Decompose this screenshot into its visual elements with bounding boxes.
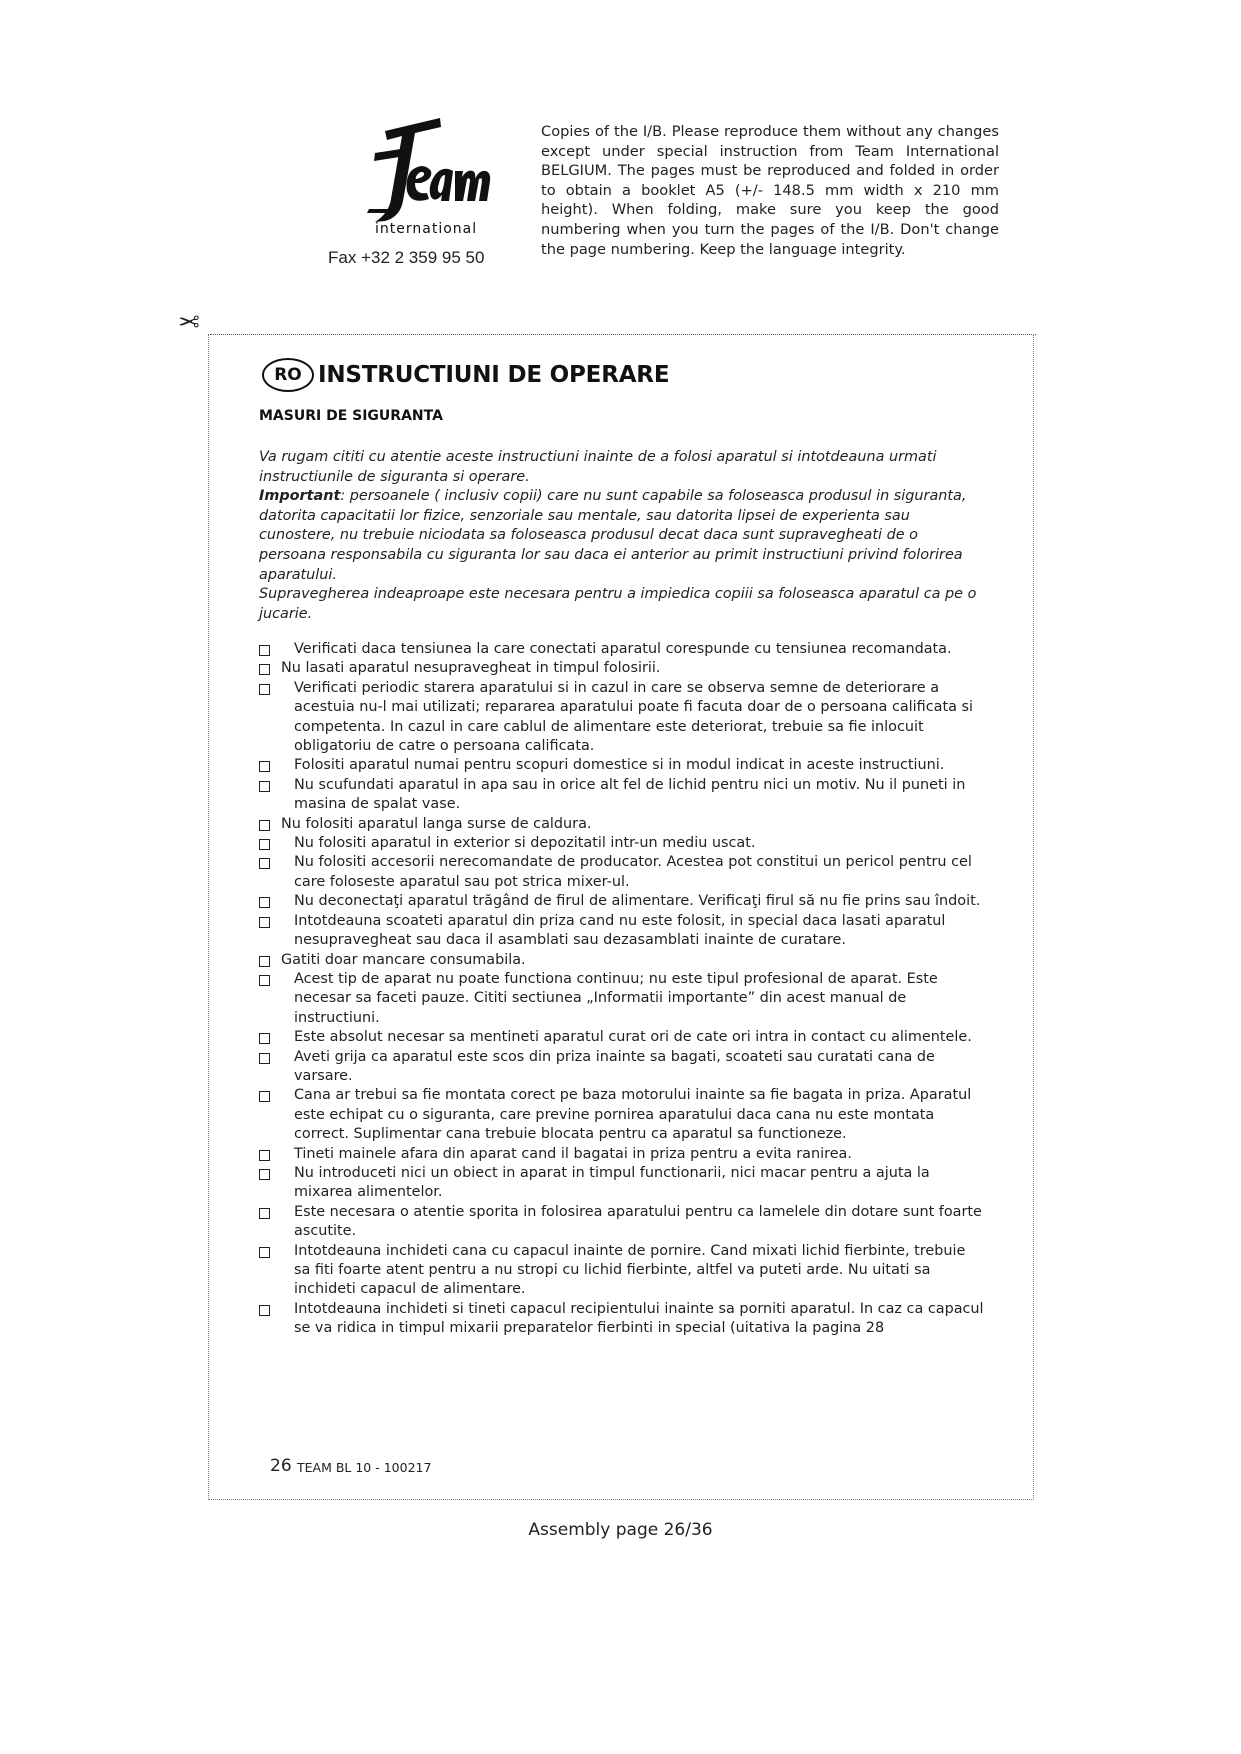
team-international-logo bbox=[345, 113, 495, 238]
list-item bbox=[259, 1164, 986, 1203]
model-code: TEAM BL 10 - 100217 bbox=[297, 1460, 432, 1475]
checkbox-icon bbox=[259, 645, 270, 656]
checkbox-icon bbox=[259, 1053, 270, 1064]
list-item bbox=[259, 679, 986, 757]
list-item-text: Nu folositi accesorii nerecomandate de producator. Acestea pot constitui un pericol pentru cel care foloseste aparatul sau pot strica mixer-ul. bbox=[294, 854, 972, 890]
list-item-text: Aveti grija ca aparatul este scos din priza inainte sa bagati, scoateti sau curatati cana de varsare. bbox=[294, 1048, 935, 1084]
scissors-icon: ✂ bbox=[178, 305, 200, 335]
checkbox-icon bbox=[259, 761, 270, 772]
fax-number: Fax +32 2 359 95 50 bbox=[328, 248, 485, 267]
list-item-text: Este necesara o atentie sporita in folosirea aparatului pentru ca lamelele din dotare sunt foarte ascutite. bbox=[294, 1203, 982, 1240]
checkbox-icon bbox=[259, 975, 270, 986]
list-item bbox=[259, 853, 986, 892]
list-item-text: Intotdeauna inchideti cana cu capacul inainte de pornire. Cand mixati lichid fierbinte, trebuie sa fiti foarte atent pentru a nu stropi cu lichid fierbinte, altfel va puteti arde. Nu uitati sa inchideti capacul de alimentare. bbox=[294, 1242, 966, 1298]
list-item-text: Nu deconectaţi aparatul trăgând de firul de alimentare. Verificaţi firul să nu fie prins sau îndoit. bbox=[294, 893, 981, 910]
list-item-text: Tineti mainele afara din aparat cand il bagatai in priza pentru a evita ranirea. bbox=[294, 1145, 852, 1162]
checkbox-icon bbox=[259, 1247, 270, 1258]
list-item bbox=[259, 1242, 986, 1300]
title-text: INSTRUCTIUNI DE OPERARE bbox=[318, 362, 670, 388]
reproduction-instructions: Copies of the I/B. Please reproduce them without any changes except under special instruction from Team International BELGIUM. The pages must be reproduced and folded in order to obtain a booklet A5 (+/- 148.5 mm width x 210 mm height). When folding, make sure you keep the good numbering when you turn the pages of the I/B. Don't change the page numbering. Keep the language integrity. bbox=[541, 123, 999, 258]
list-item bbox=[259, 640, 986, 659]
list-item-text: Nu folositi aparatul langa surse de caldura. bbox=[281, 815, 592, 832]
list-item-text: Verificati periodic starera aparatului si in cazul in care se observa semne de deteriorare a acestuia nu-l mai utilizati; repararea aparatului poate fi facuta doar de o persoana calificata si competenta. In cazul in care cablul de alimentare este deteriorat, trebuie sa fie inlocuit obligatoriu de catre o persoana calificata. bbox=[294, 679, 973, 755]
list-item bbox=[259, 951, 986, 970]
checkbox-icon bbox=[259, 664, 270, 675]
checkbox-icon bbox=[259, 1033, 270, 1044]
list-item bbox=[259, 1145, 986, 1164]
safety-list bbox=[259, 640, 986, 1339]
list-item bbox=[259, 1028, 986, 1047]
checkbox-icon bbox=[259, 897, 270, 908]
language-badge: RO bbox=[262, 358, 314, 392]
checkbox-icon bbox=[259, 956, 270, 967]
checkbox-icon bbox=[259, 858, 270, 869]
list-item-text: Este absolut necesar sa mentineti aparatul curat ori de cate ori intra in contact cu alimentele. bbox=[294, 1029, 972, 1046]
list-item bbox=[259, 892, 986, 911]
list-item bbox=[259, 970, 986, 1028]
checkbox-icon bbox=[259, 1150, 270, 1161]
important-paragraph bbox=[259, 487, 979, 585]
list-item bbox=[259, 912, 986, 951]
list-item-text: Cana ar trebui sa fie montata corect pe baza motorului inainte sa fie bagata in priza. Aparatul este echipat cu o siguranta, care previne pornirea aparatului daca cana nu este montata correct. Suplimentar cana trebuie blocata pentru ca aparatul sa functioneze. bbox=[294, 1087, 972, 1143]
supervision-paragraph: Supravegherea indeaproape este necesara pentru a impiedica copiii sa foloseasca aparatul ca pe o jucarie. bbox=[259, 586, 977, 622]
list-item bbox=[259, 1300, 986, 1339]
checkbox-icon bbox=[259, 781, 270, 792]
checkbox-icon bbox=[259, 1208, 270, 1219]
checkbox-icon bbox=[259, 684, 270, 695]
list-item bbox=[259, 659, 986, 678]
list-item-text: Folositi aparatul numai pentru scopuri domestice si in modul indicat in aceste instructiuni. bbox=[294, 757, 945, 774]
important-label: Important bbox=[259, 488, 341, 505]
checkbox-icon bbox=[259, 820, 270, 831]
list-item bbox=[259, 1086, 986, 1144]
list-item-text: Nu folositi aparatul in exterior si depozitatil intr-un mediu uscat. bbox=[294, 835, 756, 852]
list-item bbox=[259, 815, 986, 834]
section-title: MASURI DE SIGURANTA bbox=[259, 408, 443, 424]
list-item-text: Verificati daca tensiunea la care conectati aparatul corespunde cu tensiunea recomandata. bbox=[294, 641, 952, 657]
list-item-text: Nu introduceti nici un obiect in aparat in timpul functionarii, nici macar pentru a ajuta la mixarea alimentelor. bbox=[294, 1164, 930, 1201]
checkbox-icon bbox=[259, 1091, 270, 1102]
checkbox-icon bbox=[259, 1305, 270, 1316]
assembly-page-label: Assembly page 26/36 bbox=[528, 1520, 713, 1540]
list-item-text: Acest tip de aparat nu poate functiona continuu; nu este tipul profesional de aparat. Este necesar sa faceti pauze. Cititi sectiunea „Informatii importante” din acest manual de instructiuni. bbox=[294, 970, 938, 1026]
list-item-text: Intotdeauna scoateti aparatul din priza cand nu este folosit, in special daca lasati aparatul nesupravegheat sau daca il asamblati sau dezasamblati inainte de curatare. bbox=[294, 912, 946, 949]
important-text: : persoanele ( inclusiv copii) care nu sunt capabile sa foloseasca produsul in siguranta, datorita capacitatii lor fizice, senzoriale sau mentale, sau datorita lipsei de experienta sau cunostere, nu trebuie niciodata sa foloseasca produsul decat daca sunt supravegheati de o persoana responsabila cu siguranta lor sau daca ei anterior au primit instructiuni privind folorirea aparatului. bbox=[259, 488, 967, 583]
list-item-text: Nu scufundati aparatul in apa sau in orice alt fel de lichid pentru nici un motiv. Nu il puneti in masina de spalat vase. bbox=[294, 776, 966, 813]
page-number: 26 bbox=[270, 1456, 292, 1476]
checkbox-icon bbox=[259, 1169, 270, 1180]
intro-text bbox=[259, 448, 979, 624]
list-item bbox=[259, 1048, 986, 1087]
list-item bbox=[259, 834, 986, 853]
list-item-text: Gatiti doar mancare consumabila. bbox=[281, 951, 526, 968]
intro-paragraph: Va rugam cititi cu atentie aceste instructiuni inainte de a folosi aparatul si intotdeauna urmati instructiunile de siguranta si operare. bbox=[259, 449, 937, 485]
list-item-text: Nu lasati aparatul nesupravegheat in timpul folosirii. bbox=[281, 660, 661, 677]
list-item-text: Intotdeauna inchideti si tineti capacul recipientului inainte sa porniti aparatul. In caz ca capacul se va ridica in timpul mixarii preparatelor fierbinti in special (uitativa la pagina 28 bbox=[294, 1300, 984, 1337]
logo-subtitle: international bbox=[375, 221, 478, 237]
list-item bbox=[259, 1203, 986, 1242]
list-item bbox=[259, 776, 986, 815]
list-item bbox=[259, 756, 986, 775]
page-title bbox=[262, 355, 669, 395]
checkbox-icon bbox=[259, 917, 270, 928]
checkbox-icon bbox=[259, 839, 270, 850]
